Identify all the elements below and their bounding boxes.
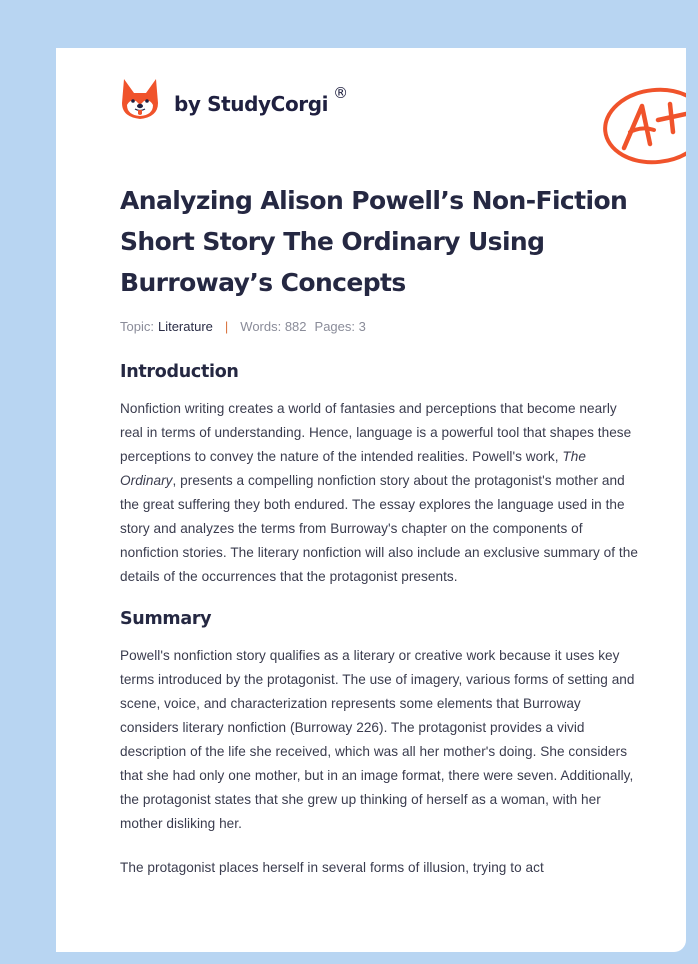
- intro-paragraph: [120, 397, 640, 589]
- article: [120, 180, 640, 880]
- topic-label: Topic:: [120, 318, 154, 334]
- intro-text-after: , presents a compelling nonfiction story about the protagonist's mother and the great suffering they both endured. The essay explores the language used in the story and analyzes the terms from Burroway's chapter on the components of nonfiction stories. The literary nonfiction will also include an exclusive summary of the details of the occurrences that the protagonist presents.: [120, 473, 638, 584]
- document-card: [56, 48, 686, 952]
- section-heading-introduction: Introduction: [120, 362, 239, 382]
- word-count: Words: 882: [240, 318, 307, 334]
- section-heading-summary: Summary: [120, 609, 212, 629]
- summary-paragraph-2: The protagonist places herself in several forms of illusion, trying to act: [120, 860, 544, 875]
- header: [120, 74, 650, 144]
- topic-link[interactable]: Literature: [157, 318, 213, 334]
- meta-separator: |: [224, 318, 229, 334]
- a-plus-grade-icon: [602, 86, 686, 166]
- article-title: Analyzing Alison Powell’s Non-Fiction Short Story The Ordinary Using Burroway’s Concepts: [120, 186, 628, 297]
- page-count: Pages: 3: [314, 318, 366, 334]
- article-meta: [120, 317, 640, 335]
- summary-paragraph-1: Powell's nonfiction story qualifies as a literary or creative work because it uses key terms introduced by the protagonist. The use of imagery, various forms of setting and scene, voice, and characterization represents some elements that Burroway considers literary nonfiction (Burroway 226). The protagonist provides a vivid description of the life she received, which was all her mother's doing. She considers that she had only one mother, but in an image format, there were seven. Additionally, the protagonist states that she grew up thinking of herself as a woman, with her mother disliking her.: [120, 648, 635, 831]
- story-title-italic: The Ordinary: [120, 449, 586, 488]
- registered-mark: ®: [333, 84, 349, 102]
- intro-text-before: Nonfiction writing creates a world of fantasies and perceptions that become nearly real in terms of understanding. Hence, language is a powerful tool that shapes these perceptions to convey the nature of the intended realities. Powell's work,: [120, 401, 632, 464]
- brand-name: by StudyCorgi: [174, 92, 329, 116]
- corgi-icon: [120, 77, 160, 121]
- brand-logo-link[interactable]: [120, 76, 348, 122]
